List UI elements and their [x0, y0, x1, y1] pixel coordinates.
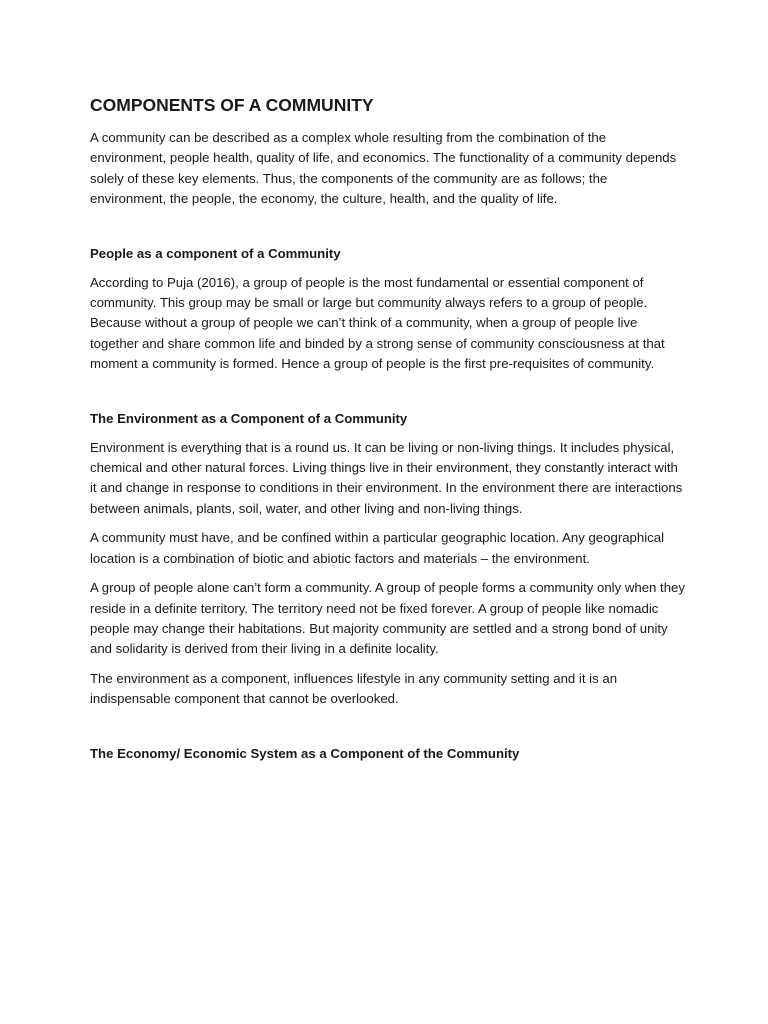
intro-paragraph: A community can be described as a complex whole resulting from the combination of the environment, people health, quality of life, and economics. The functionality of a community depends solely of these key elements. Thus, the components of the community are as follows; the environment, the people, the economy, the culture, health, and the quality of life. — [90, 130, 677, 207]
section-economy — [90, 744, 685, 764]
paragraph-environment-4: The environment as a component, influences lifestyle in any community setting and it is an indispensable component that cannot be overlooked. — [90, 670, 618, 707]
section-environment — [90, 409, 685, 710]
paragraph-environment-2: A community must have, and be confined within a particular geographic location. Any geographical location is a combination of biotic and abiotic factors and materials – the environment. — [90, 530, 664, 566]
page-title: COMPONENTS OF A COMMUNITY — [90, 95, 374, 115]
section-heading-people: People as a component of a Community — [90, 245, 341, 261]
document-page — [90, 94, 685, 773]
section-heading-environment: The Environment as a Component of a Community — [90, 410, 408, 426]
section-people — [90, 244, 685, 375]
paragraph-environment-1: Environment is everything that is a round us. It can be living or non-living things. It includes physical, chemical and other natural forces. Living things live in their environment, they constantly interact with it and change in response to conditions in their environment. In the environment there are interactions between animals, plants, soil, water, and other living and non-living things. — [90, 439, 683, 516]
section-heading-economy: The Economy/ Economic System as a Component of the Community — [90, 745, 520, 761]
paragraph-environment-3: A group of people alone can’t form a community. A group of people forms a community only when they reside in a definite territory. The territory need not be fixed forever. A group of people like nomadic people may change their habitations. But majority community are settled and a strong bond of unity and solidarity is derived from their living in a definite locality. — [90, 580, 685, 657]
paragraph-people-1: According to Puja (2016), a group of people is the most fundamental or essential component of community. This group may be small or large but community always refers to a group of people. Because without a group of people we can’t think of a community, when a group of people live together and share common life and binded by a strong sense of community consciousness at that moment a community is formed. Hence a group of people is the first pre-requisites of community. — [90, 274, 665, 372]
